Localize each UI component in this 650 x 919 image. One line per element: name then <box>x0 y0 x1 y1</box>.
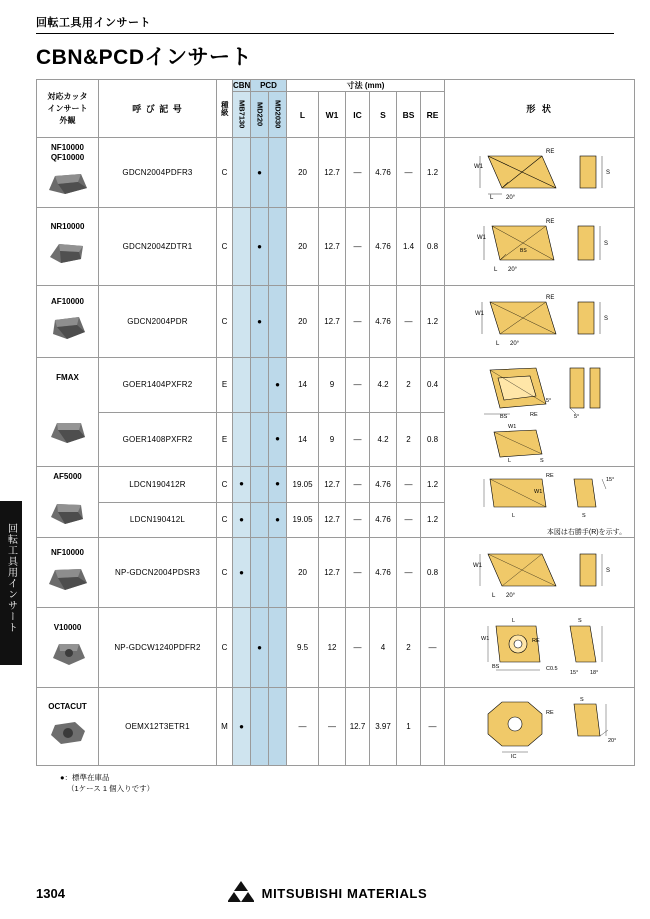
grade-cell: C <box>217 286 233 358</box>
svg-text:W1: W1 <box>472 562 482 569</box>
svg-text:RE: RE <box>545 473 554 479</box>
ic-cell: — <box>346 412 370 467</box>
designation-cell: NP-GDCW1240PDFR2 <box>99 608 217 688</box>
th-l: L <box>287 92 319 138</box>
table-row <box>37 688 635 766</box>
md2030-cell: ● <box>269 358 287 413</box>
insert-photo <box>45 498 91 528</box>
grade-cell: M <box>217 688 233 766</box>
s-cell: 4.76 <box>370 138 397 208</box>
cutter-name: NR10000 <box>50 222 85 231</box>
md2030-cell <box>269 286 287 358</box>
cutter-name: AF10000 <box>51 297 84 306</box>
s-cell: 4.76 <box>370 538 397 608</box>
svg-text:W1: W1 <box>507 424 516 430</box>
designation-cell: GDCN2004PDFR3 <box>99 138 217 208</box>
bs-cell: 1 <box>397 688 421 766</box>
legend-line-1: ●：標準在庫品 <box>60 773 110 782</box>
svg-text:S: S <box>579 696 584 703</box>
designation-cell: OEMX12T3ETR1 <box>99 688 217 766</box>
th-re: RE <box>421 92 445 138</box>
md2030-cell <box>269 138 287 208</box>
md220-cell <box>251 412 269 467</box>
th-cutter <box>37 80 99 138</box>
md2030-cell <box>269 608 287 688</box>
svg-text:W1: W1 <box>473 163 483 170</box>
shape-cell <box>445 138 635 208</box>
bs-cell: 2 <box>397 358 421 413</box>
svg-text:S: S <box>581 513 586 519</box>
re-cell: — <box>421 688 445 766</box>
l-cell: 19.05 <box>287 467 319 503</box>
md220-cell: ● <box>251 608 269 688</box>
side-index-label: 回転工具用インサート <box>5 523 17 633</box>
re-cell: 0.8 <box>421 538 445 608</box>
svg-text:W1: W1 <box>480 635 489 642</box>
th-shape: 形 状 <box>445 80 635 138</box>
cutter-cell <box>37 467 99 538</box>
table-row <box>37 467 635 503</box>
grade-cell: E <box>217 358 233 413</box>
svg-text:S: S <box>539 458 544 464</box>
ic-cell: — <box>346 208 370 286</box>
th-cutter-line1: 対応カッタ <box>47 91 88 101</box>
md2030-cell <box>269 538 287 608</box>
shape-cell <box>445 608 635 688</box>
shape-cell <box>445 467 635 538</box>
shape-cell <box>445 538 635 608</box>
cutter-cell <box>37 358 99 467</box>
bs-cell: — <box>397 286 421 358</box>
cutter-name: NF10000 <box>51 143 84 152</box>
md220-cell <box>251 467 269 503</box>
md2030-cell <box>269 208 287 286</box>
side-index-tab <box>0 515 22 665</box>
page-number: 1304 <box>36 886 65 901</box>
mb7130-cell <box>233 412 251 467</box>
l-cell: 20 <box>287 538 319 608</box>
svg-text:S: S <box>605 169 610 176</box>
svg-text:RE: RE <box>545 294 554 301</box>
insert-photo <box>45 563 91 593</box>
svg-text:15°: 15° <box>605 477 614 483</box>
grade-cell: C <box>217 502 233 538</box>
table-row <box>37 608 635 688</box>
md220-cell <box>251 538 269 608</box>
md220-cell <box>251 358 269 413</box>
l-cell: 20 <box>287 208 319 286</box>
md220-cell: ● <box>251 208 269 286</box>
svg-text:C0.5: C0.5 <box>545 665 558 672</box>
svg-text:20°: 20° <box>505 592 515 599</box>
svg-text:S: S <box>605 567 610 574</box>
bs-cell: — <box>397 138 421 208</box>
table-row <box>37 538 635 608</box>
th-md220: MD220 <box>251 92 269 138</box>
shape-cell <box>445 358 635 467</box>
svg-text:5°: 5° <box>573 414 579 420</box>
re-cell: 1.2 <box>421 286 445 358</box>
th-group-cbn: CBN <box>233 81 251 90</box>
s-cell: 4.2 <box>370 358 397 413</box>
mb7130-cell <box>233 208 251 286</box>
re-cell: — <box>421 608 445 688</box>
mb7130-cell <box>233 138 251 208</box>
ic-cell: — <box>346 138 370 208</box>
cutter-cell <box>37 286 99 358</box>
md2030-cell: ● <box>269 467 287 503</box>
svg-text:RE: RE <box>545 148 554 155</box>
svg-text:L: L <box>495 340 499 347</box>
cutter-name: OCTACUT <box>48 702 87 711</box>
designation-cell: GOER1408PXFR2 <box>99 412 217 467</box>
s-cell: 4.76 <box>370 286 397 358</box>
page-title: CBN&PCDインサート <box>36 46 252 69</box>
svg-text:S: S <box>603 315 608 322</box>
re-cell: 0.4 <box>421 358 445 413</box>
l-cell: — <box>287 688 319 766</box>
svg-text:L: L <box>507 458 511 464</box>
md220-cell <box>251 502 269 538</box>
bs-cell: 2 <box>397 608 421 688</box>
cutter-cell <box>37 688 99 766</box>
th-s: S <box>370 92 397 138</box>
th-grade: 種級 <box>217 80 233 138</box>
w1-cell: 9 <box>319 412 346 467</box>
ic-cell: — <box>346 467 370 503</box>
cutter-cell <box>37 138 99 208</box>
ic-cell: 12.7 <box>346 688 370 766</box>
l-cell: 20 <box>287 286 319 358</box>
md220-cell: ● <box>251 286 269 358</box>
th-ic: IC <box>346 92 370 138</box>
re-cell: 0.8 <box>421 412 445 467</box>
ic-cell: — <box>346 502 370 538</box>
mb7130-cell <box>233 286 251 358</box>
th-group-dimensions: 寸法 (mm) <box>287 80 445 92</box>
th-group-pcd: PCD <box>251 80 287 92</box>
designation-cell: LDCN190412L <box>99 502 217 538</box>
cutter-name: QF10000 <box>50 153 85 162</box>
header-subtitle: 回転工具用インサート <box>36 17 151 29</box>
w1-cell: 12.7 <box>319 467 346 503</box>
shape-cell <box>445 688 635 766</box>
cutter-cell <box>37 608 99 688</box>
svg-text:W1: W1 <box>533 489 542 495</box>
mb7130-cell <box>233 358 251 413</box>
bs-cell: 2 <box>397 412 421 467</box>
mitsubishi-three-diamond-icon <box>228 880 254 907</box>
ic-cell: — <box>346 286 370 358</box>
svg-text:W1: W1 <box>476 234 486 241</box>
insert-photo <box>45 717 91 747</box>
bs-cell: 1.4 <box>397 208 421 286</box>
cutter-name: AF5000 <box>53 472 82 481</box>
shape-cell <box>445 208 635 286</box>
md220-cell <box>251 688 269 766</box>
s-cell: 4 <box>370 608 397 688</box>
md220-cell: ● <box>251 138 269 208</box>
md2030-cell <box>269 688 287 766</box>
svg-text:L: L <box>511 617 515 624</box>
svg-text:S: S <box>603 240 608 247</box>
w1-cell: 12.7 <box>319 502 346 538</box>
bs-cell: — <box>397 538 421 608</box>
svg-text:18°: 18° <box>589 669 598 676</box>
s-cell: 4.76 <box>370 502 397 538</box>
bs-cell: — <box>397 467 421 503</box>
bs-cell: — <box>397 502 421 538</box>
table-row <box>37 208 635 286</box>
mb7130-cell: ● <box>233 538 251 608</box>
svg-text:15°: 15° <box>569 669 578 676</box>
cutter-cell <box>37 208 99 286</box>
designation-cell: GOER1404PXFR2 <box>99 358 217 413</box>
svg-text:20°: 20° <box>607 737 616 744</box>
shape-note: 本図は右勝手(R)を示す。 <box>546 529 627 536</box>
grade-cell: C <box>217 608 233 688</box>
grade-cell: C <box>217 538 233 608</box>
insert-photo <box>45 417 91 447</box>
svg-text:BS: BS <box>491 663 499 670</box>
svg-text:20°: 20° <box>505 194 515 201</box>
th-cutter-line3: 外観 <box>59 115 76 125</box>
svg-text:L: L <box>489 194 493 201</box>
grade-cell: C <box>217 138 233 208</box>
w1-cell: 12.7 <box>319 538 346 608</box>
designation-cell: LDCN190412R <box>99 467 217 503</box>
svg-text:20°: 20° <box>507 266 517 273</box>
re-cell: 1.2 <box>421 502 445 538</box>
s-cell: 4.76 <box>370 208 397 286</box>
legend <box>60 772 650 795</box>
grade-cell: E <box>217 412 233 467</box>
table-row <box>37 138 635 208</box>
header-divider <box>36 33 614 34</box>
ic-cell: — <box>346 538 370 608</box>
insert-photo <box>45 168 91 198</box>
insert-spec-table <box>36 79 635 766</box>
w1-cell: 12 <box>319 608 346 688</box>
w1-cell: 9 <box>319 358 346 413</box>
l-cell: 20 <box>287 138 319 208</box>
designation-cell: NP-GDCN2004PDSR3 <box>99 538 217 608</box>
svg-text:RE: RE <box>545 709 554 716</box>
re-cell: 1.2 <box>421 138 445 208</box>
svg-text:5°: 5° <box>545 398 551 404</box>
table-row <box>37 358 635 413</box>
svg-text:RE: RE <box>531 637 540 644</box>
designation-cell: GDCN2004ZDTR1 <box>99 208 217 286</box>
svg-text:BS: BS <box>519 247 527 254</box>
th-md2030: MD2030 <box>269 92 287 138</box>
s-cell: 3.97 <box>370 688 397 766</box>
s-cell: 4.2 <box>370 412 397 467</box>
page-header <box>0 0 650 71</box>
grade-cell: C <box>217 467 233 503</box>
svg-text:BS: BS <box>499 414 507 420</box>
side-index-mark <box>0 501 22 515</box>
insert-photo <box>45 312 91 342</box>
svg-text:20°: 20° <box>509 340 519 347</box>
cutter-name: FMAX <box>56 373 79 382</box>
svg-text:L: L <box>491 592 495 599</box>
md2030-cell: ● <box>269 502 287 538</box>
s-cell: 4.76 <box>370 467 397 503</box>
re-cell: 0.8 <box>421 208 445 286</box>
l-cell: 14 <box>287 412 319 467</box>
cutter-name: V10000 <box>53 623 82 632</box>
mb7130-cell: ● <box>233 688 251 766</box>
ic-cell: — <box>346 608 370 688</box>
l-cell: 14 <box>287 358 319 413</box>
mb7130-cell <box>233 608 251 688</box>
re-cell: 1.2 <box>421 467 445 503</box>
brand-name: MITSUBISHI MATERIALS <box>261 886 428 901</box>
table-row <box>37 286 635 358</box>
svg-text:S: S <box>577 617 582 624</box>
w1-cell: — <box>319 688 346 766</box>
grade-cell: C <box>217 208 233 286</box>
legend-line-2: （1ケース 1 個入りです） <box>67 784 155 794</box>
th-bs: BS <box>397 92 421 138</box>
th-mb7130: MB7130 <box>233 92 251 138</box>
th-designation: 呼 び 記 号 <box>99 80 217 138</box>
svg-text:IC: IC <box>510 753 517 760</box>
w1-cell: 12.7 <box>319 208 346 286</box>
page-footer <box>0 880 650 907</box>
mb7130-cell: ● <box>233 502 251 538</box>
svg-text:L: L <box>511 513 515 519</box>
designation-cell: GDCN2004PDR <box>99 286 217 358</box>
th-cutter-line2: インサート <box>47 103 88 113</box>
l-cell: 19.05 <box>287 502 319 538</box>
th-w1: W1 <box>319 92 346 138</box>
insert-photo <box>45 237 91 267</box>
svg-text:RE: RE <box>545 218 554 225</box>
svg-text:W1: W1 <box>474 310 484 317</box>
mb7130-cell: ● <box>233 467 251 503</box>
cutter-cell <box>37 538 99 608</box>
shape-cell <box>445 286 635 358</box>
insert-photo <box>45 638 91 668</box>
w1-cell: 12.7 <box>319 138 346 208</box>
svg-text:RE: RE <box>529 412 538 418</box>
brand-logo <box>65 880 590 907</box>
l-cell: 9.5 <box>287 608 319 688</box>
w1-cell: 12.7 <box>319 286 346 358</box>
ic-cell: — <box>346 358 370 413</box>
cutter-name: NF10000 <box>51 548 84 557</box>
md2030-cell: ● <box>269 412 287 467</box>
svg-text:L: L <box>493 266 497 273</box>
